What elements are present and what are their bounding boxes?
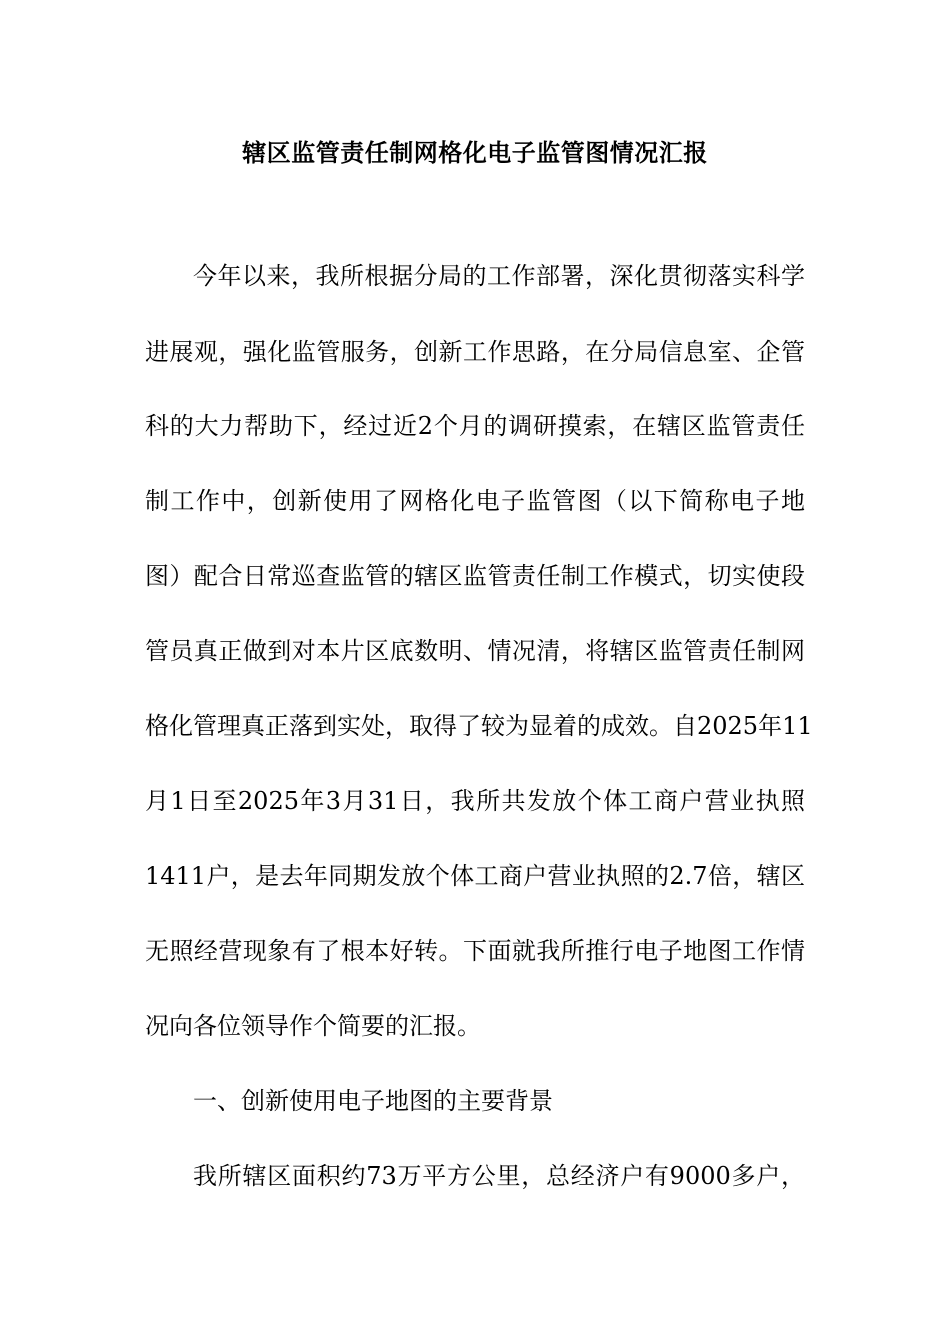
paragraph-1-line-4: 制工作中，创新使用了网格化电子监管图（以下简称电子地	[145, 487, 805, 515]
document-title: 辖区监管责任制网格化电子监管图情况汇报	[242, 138, 708, 167]
paragraph-1-line-7: 格化管理真正落到实处，取得了较为显着的成效。自2025年11	[145, 712, 813, 740]
paragraph-1-line-1: 今年以来，我所根据分局的工作部署，深化贯彻落实科学	[193, 262, 805, 290]
paragraph-1-line-9: 1411户，是去年同期发放个体工商户营业执照的2.7倍，辖区	[145, 862, 805, 890]
paragraph-1-line-5: 图）配合日常巡查监管的辖区监管责任制工作模式，切实使段	[145, 562, 805, 590]
paragraph-1-line-11: 况向各位领导作个简要的汇报。	[145, 1012, 481, 1040]
paragraph-1-line-2: 进展观，强化监管服务，创新工作思路，在分局信息室、企管	[145, 338, 805, 366]
paragraph-1-line-3: 科的大力帮助下，经过近2个月的调研摸索，在辖区监管责任	[145, 412, 805, 440]
paragraph-2-line-1: 我所辖区面积约73万平方公里，总经济户有9000多户，	[193, 1162, 805, 1190]
paragraph-1-line-6: 管员真正做到对本片区底数明、情况清，将辖区监管责任制网	[145, 637, 805, 665]
paragraph-1-line-8: 月1日至2025年3月31日，我所共发放个体工商户营业执照	[145, 787, 805, 815]
section-1-heading: 一、创新使用电子地图的主要背景	[193, 1087, 553, 1115]
paragraph-1-line-10: 无照经营现象有了根本好转。下面就我所推行电子地图工作情	[145, 937, 805, 965]
